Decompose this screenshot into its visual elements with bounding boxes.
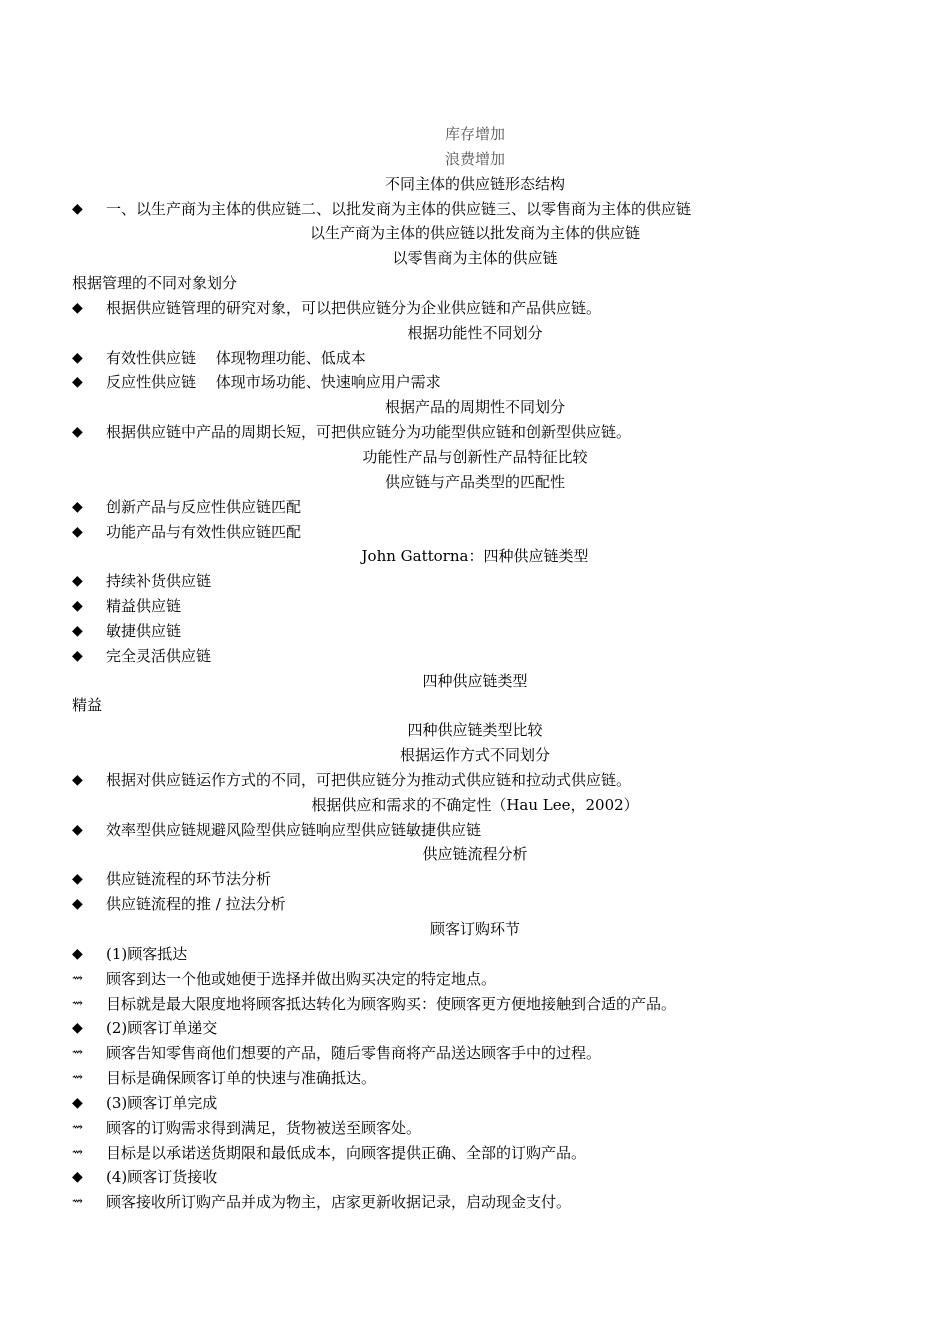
section-heading: 顾客订购环节 <box>429 920 520 938</box>
diamond-bullet-icon: ◆ <box>72 424 83 441</box>
bullet-item <box>0 818 950 843</box>
diamond-bullet-icon: ◆ <box>72 498 83 515</box>
sub-bullet-item <box>0 1141 950 1166</box>
bullet-text: 顾客的订购需求得到满足，货物被送至顾客处。 <box>106 1118 422 1137</box>
bullet-text: 创新产品与反应性供应链匹配 <box>106 497 302 516</box>
section-heading: 不同主体的供应链形态结构 <box>384 174 565 193</box>
bullet-text: 目标是确保顾客订单的快速与准确抵达。 <box>106 1069 377 1088</box>
bullet-item <box>0 1016 950 1041</box>
bullet-text: (4)顾客订货接收 <box>106 1168 218 1187</box>
diamond-bullet-icon: ◆ <box>72 523 83 540</box>
bullet-text: 目标是以承诺送货期限和最低成本，向顾客提供正确、全部的订购产品。 <box>106 1143 587 1162</box>
section-heading: John Gattorna：四种供应链类型 <box>361 547 589 566</box>
bullet-item <box>0 867 950 892</box>
diamond-bullet-icon: ◆ <box>72 896 83 913</box>
bullet-text: 顾客告知零售商他们想要的产品，随后零售商将产品送达顾客手中的过程。 <box>106 1044 602 1063</box>
bullet-item <box>0 495 950 520</box>
bullet-item <box>0 520 950 545</box>
arrow-bullet-icon: ⇝ <box>72 1144 82 1160</box>
section-heading: 浪费增加 <box>444 149 505 168</box>
arrow-bullet-icon: ⇝ <box>72 1119 82 1135</box>
diamond-bullet-icon: ◆ <box>72 945 83 962</box>
sub-bullet-item <box>0 1116 950 1141</box>
bullet-text: 效率型供应链规避风险型供应链响应型供应链敏捷供应链 <box>106 820 482 839</box>
diamond-bullet-icon: ◆ <box>72 299 83 316</box>
bullet-item <box>0 892 950 917</box>
bullet-text: (1)顾客抵达 <box>106 944 188 963</box>
sub-bullet-item <box>0 1041 950 1066</box>
sub-bullet-item <box>0 1066 950 1091</box>
arrow-bullet-icon: ⇝ <box>72 970 82 986</box>
bullet-item <box>0 768 950 793</box>
bullet-text: 供应链流程的推 / 拉法分析 <box>106 895 286 914</box>
diamond-bullet-icon: ◆ <box>72 647 83 664</box>
diamond-bullet-icon: ◆ <box>72 821 83 838</box>
document-page <box>0 122 950 1215</box>
bullet-item <box>0 420 950 445</box>
section-heading: 功能性产品与创新性产品特征比较 <box>362 447 588 466</box>
bullet-text: 目标就是最大限度地将顾客抵达转化为顾客购买：使顾客更方便地接触到合适的产品。 <box>106 994 677 1013</box>
diamond-bullet-icon: ◆ <box>72 771 83 788</box>
bullet-item <box>0 346 950 371</box>
diamond-bullet-icon: ◆ <box>72 1169 83 1186</box>
bullet-text: 根据对供应链运作方式的不同，可把供应链分为推动式供应链和拉动式供应链。 <box>106 770 632 789</box>
section-heading: 根据供应和需求的不确定性（Hau Lee，2002） <box>311 795 639 814</box>
paragraph-line: 根据管理的不同对象划分 <box>72 274 238 293</box>
section-heading: 根据产品的周期性不同划分 <box>384 398 565 417</box>
bullet-item <box>0 569 950 594</box>
arrow-bullet-icon: ⇝ <box>72 1194 82 1210</box>
bullet-text: (2)顾客订单递交 <box>106 1019 218 1038</box>
diamond-bullet-icon: ◆ <box>72 374 83 391</box>
sub-bullet-item <box>0 967 950 992</box>
bullet-item <box>0 619 950 644</box>
diamond-bullet-icon: ◆ <box>72 871 83 888</box>
section-heading: 四种供应链类型比较 <box>407 721 543 740</box>
diamond-bullet-icon: ◆ <box>72 1094 83 1111</box>
arrow-bullet-icon: ⇝ <box>72 1070 82 1086</box>
bullet-text: 根据供应链管理的研究对象，可以把供应链分为企业供应链和产品供应链。 <box>106 298 602 317</box>
bullet-item <box>0 644 950 669</box>
diamond-bullet-icon: ◆ <box>72 200 83 217</box>
sub-bullet-item <box>0 992 950 1017</box>
sub-bullet-item <box>0 1190 950 1215</box>
bullet-text: 根据供应链中产品的周期长短，可把供应链分为功能型供应链和创新型供应链。 <box>106 423 632 442</box>
bullet-text: (3)顾客订单完成 <box>106 1093 218 1112</box>
bullet-item <box>0 594 950 619</box>
diamond-bullet-icon: ◆ <box>72 1020 83 1037</box>
diamond-bullet-icon: ◆ <box>72 573 83 590</box>
section-heading: 供应链与产品类型的匹配性 <box>384 472 565 491</box>
bullet-text: 精益供应链 <box>106 597 182 616</box>
arrow-bullet-icon: ⇝ <box>72 995 82 1011</box>
section-heading: 根据运作方式不同划分 <box>399 746 550 765</box>
bullet-item <box>0 1091 950 1116</box>
bullet-text: 敏捷供应链 <box>106 621 182 640</box>
bullet-item <box>0 1165 950 1190</box>
bullet-text: 顾客接收所订购产品并成为物主，店家更新收据记录，启动现金支付。 <box>106 1193 572 1212</box>
bullet-text: 一、以生产商为主体的供应链二、以批发商为主体的供应链三、以零售商为主体的供应链 <box>106 199 692 218</box>
bullet-text: 反应性供应链 体现市场功能、快速响应用户需求 <box>106 373 441 392</box>
section-heading: 以生产商为主体的供应链以批发商为主体的供应链 <box>309 224 640 243</box>
section-heading: 根据功能性不同划分 <box>407 323 543 342</box>
bullet-item <box>0 370 950 395</box>
bullet-item <box>0 296 950 321</box>
section-heading: 库存增加 <box>444 125 505 143</box>
diamond-bullet-icon: ◆ <box>72 349 83 366</box>
bullet-text: 持续补货供应链 <box>106 572 212 591</box>
diamond-bullet-icon: ◆ <box>72 598 83 615</box>
bullet-text: 功能产品与有效性供应链匹配 <box>106 522 302 541</box>
section-heading: 四种供应链类型 <box>422 671 528 690</box>
bullet-text: 顾客到达一个他或她便于选择并做出购买决定的特定地点。 <box>106 969 497 988</box>
diamond-bullet-icon: ◆ <box>72 622 83 639</box>
section-heading: 以零售商为主体的供应链 <box>392 249 558 268</box>
arrow-bullet-icon: ⇝ <box>72 1045 82 1061</box>
bullet-text: 供应链流程的环节法分析 <box>106 870 272 889</box>
bullet-text: 有效性供应链 体现物理功能、低成本 <box>106 348 366 367</box>
bullet-text: 完全灵活供应链 <box>106 646 212 665</box>
section-heading: 供应链流程分析 <box>422 845 528 864</box>
bullet-item <box>0 942 950 967</box>
bullet-item <box>0 197 950 222</box>
paragraph-line: 精益 <box>72 696 103 715</box>
